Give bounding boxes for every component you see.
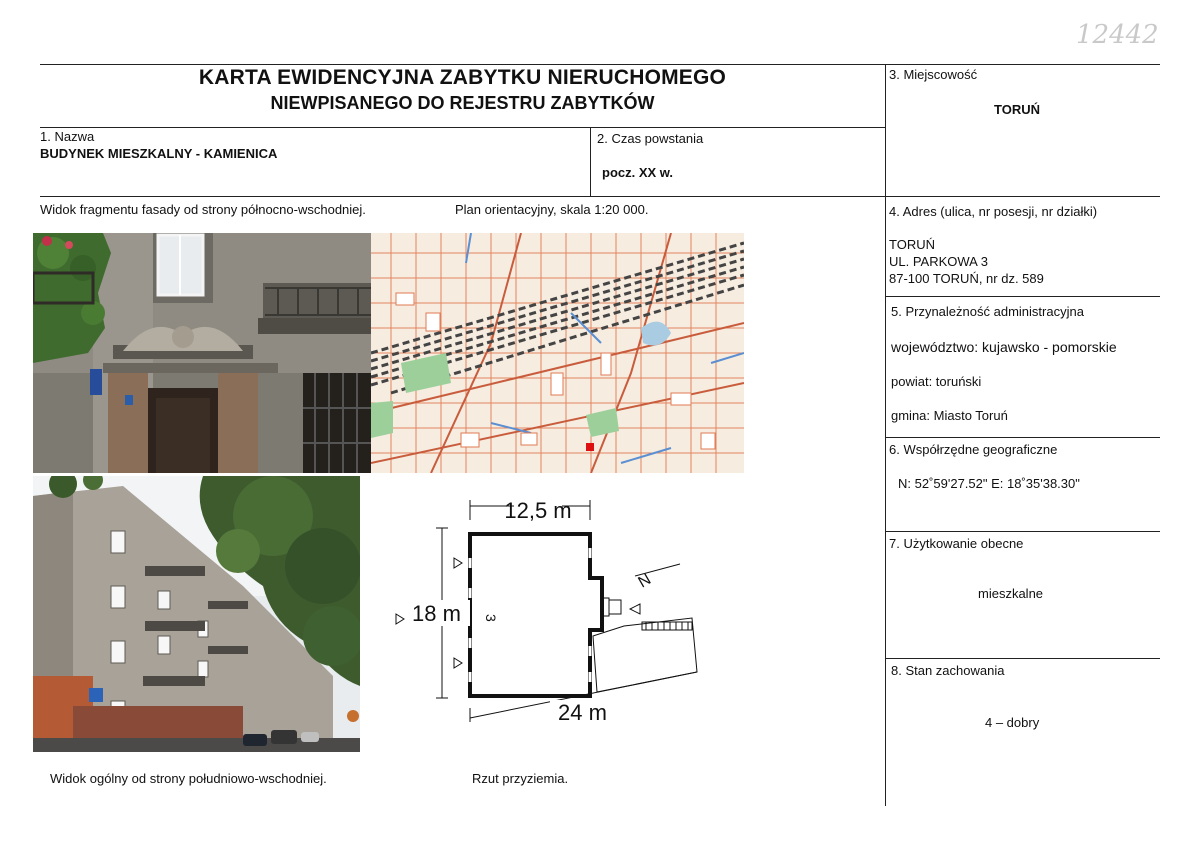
floorplan-length-label: 24 m (558, 700, 607, 725)
condition-value: 4 – dobry (985, 715, 1040, 730)
floorplan-caption: Rzut przyziemia. (472, 771, 569, 786)
name-time-divider (590, 127, 591, 197)
coords-value: N: 52˚59'27.52" E: 18˚35'38.30" (898, 476, 1080, 491)
name-value: BUDYNEK MIESZKALNY - KAMIENICA (40, 146, 278, 161)
form-top-border (40, 64, 1160, 65)
facade-caption: Widok fragmentu fasady od strony północno-wschodniej. (40, 202, 366, 217)
condition-label: 8. Stan zachowania (891, 663, 1005, 678)
place-label: 3. Miejscowość (889, 67, 978, 82)
usage-bottom-border (885, 658, 1160, 659)
general-view-caption: Widok ogólny od strony południowo-wschodniej. (50, 771, 327, 786)
admin-bottom-border (885, 437, 1160, 438)
usage-label: 7. Użytkowanie obecne (889, 536, 1024, 551)
facade-photo (33, 233, 371, 473)
row1-bottom-border (40, 196, 1160, 197)
address-line3: 87-100 TORUŃ, nr dz. 589 (889, 271, 1044, 286)
time-value: pocz. XX w. (602, 165, 674, 180)
plan-caption: Plan orientacyjny, skala 1:20 000. (455, 202, 649, 217)
floorplan-height-label: 18 m (412, 601, 461, 626)
admin-label: 5. Przynależność administracyjna (891, 304, 1084, 319)
coords-bottom-border (885, 531, 1160, 532)
place-value: TORUŃ (994, 102, 1040, 117)
right-column-divider (885, 64, 886, 806)
coords-label: 6. Współrzędne geograficzne (889, 442, 1058, 457)
general-view-photo (33, 476, 360, 752)
address-line1: TORUŃ (889, 237, 935, 252)
address-line2: UL. PARKOWA 3 (889, 254, 988, 269)
card-title: KARTA EWIDENCYJNA ZABYTKU NIERUCHOMEGO (198, 66, 727, 89)
time-label: 2. Czas powstania (597, 131, 704, 146)
address-label: 4. Adres (ulica, nr posesji, nr działki) (889, 204, 1098, 219)
floorplan-room-number: 3 (483, 614, 499, 622)
floorplan-width-label: 12,5 m (504, 498, 572, 523)
admin-voivodeship: województwo: kujawsko - pomorskie (891, 339, 1117, 355)
name-label: 1. Nazwa (40, 129, 95, 144)
card-subtitle: NIEWPISANEGO DO REJESTRU ZABYTKÓW (270, 93, 655, 113)
admin-county: powiat: toruński (891, 374, 982, 389)
admin-commune: gmina: Miasto Toruń (891, 408, 1008, 423)
floor-plan (392, 496, 712, 726)
orientation-map (371, 233, 744, 473)
usage-value: mieszkalne (978, 586, 1044, 601)
title-bottom-border (40, 127, 885, 128)
north-label: N (635, 570, 655, 592)
address-bottom-border (885, 296, 1160, 297)
handwritten-number: 12442 (1076, 20, 1159, 50)
